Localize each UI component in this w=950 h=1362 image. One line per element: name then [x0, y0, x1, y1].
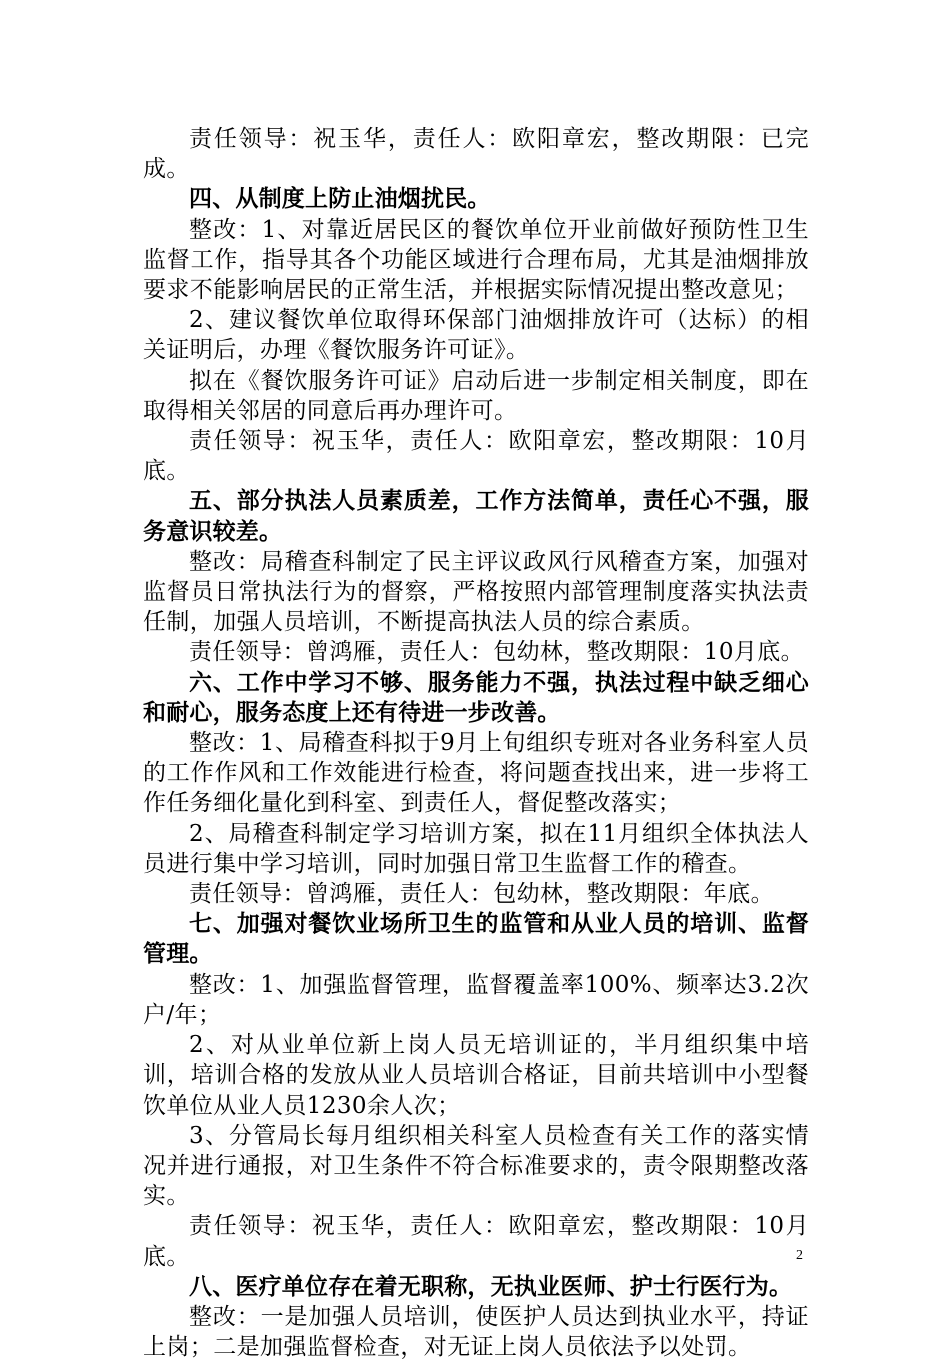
paragraph-responsibility-4: 责任领导：祝玉华，责任人：欧阳章宏，整改期限：10月底。 — [143, 428, 809, 485]
heading-section-6: 六、工作中学习不够、服务能力不强，执法过程中缺乏细心和耐心，服务态度上还有待进一步改善。 — [143, 668, 809, 726]
paragraph-responsibility-7: 责任领导：祝玉华，责任人：欧阳章宏，整改期限：10月底。 — [143, 1213, 809, 1270]
heading-section-7: 七、加强对餐饮业场所卫生的监管和从业人员的培训、监督管理。 — [143, 910, 809, 968]
paragraph-responsibility-6: 责任领导：曾鸿雁，责任人：包幼林，整改期限：年底。 — [189, 881, 774, 908]
paragraph-rectification-7-3: 3、分管局长每月组织相关科室人员检查有关工作的落实情况并进行通报，对卫生条件不符合标准要求的，责令限期整改落实。 — [143, 1122, 809, 1210]
page-number: 2 — [796, 1248, 803, 1263]
paragraph-rectification-7-2: 2、对从业单位新上岗人员无培训证的，半月组织集中培训，培训合格的发放从业人员培训合格证，目前共培训中小型餐饮单位从业人员1230余人次； — [143, 1032, 809, 1119]
document-body — [143, 124, 809, 1362]
heading-section-5: 五、部分执法人员素质差，工作方法简单，责任心不强，服务意识较差。 — [143, 487, 809, 545]
paragraph-rectification-4-2: 2、建议餐饮单位取得环保部门油烟排放许可（达标）的相关证明后，办理《餐饮服务许可证》。 — [143, 307, 809, 364]
paragraph-rectification-6-1: 整改：1、局稽查科拟于9月上旬组织专班对各业务科室人员的工作作风和工作效能进行检查，将问题查找出来，进一步将工作任务细化量化到科室、到责任人，督促整改落实； — [143, 730, 809, 817]
paragraph-plan-4: 拟在《餐饮服务许可证》启动后进一步制定相关制度，即在取得相关邻居的同意后再办理许可。 — [143, 367, 809, 424]
paragraph-rectification-8: 整改：一是加强人员培训，使医护人员达到执业水平，持证上岗；二是加强监督检查，对无证上岗人员依法予以处罚。 — [143, 1303, 809, 1361]
paragraph-rectification-4-1: 整改：1、对靠近居民区的餐饮单位开业前做好预防性卫生监督工作，指导其各个功能区域进行合理布局，尤其是油烟排放要求不能影响居民的正常生活，并根据实际情况提出整改意见； — [143, 216, 809, 304]
heading-section-4: 四、从制度上防止油烟扰民。 — [189, 185, 491, 213]
paragraph-rectification-6-2: 2、局稽查科制定学习培训方案，拟在11月组织全体执法人员进行集中学习培训，同时加强日常卫生监督工作的稽查。 — [143, 820, 809, 877]
heading-section-8: 八、医疗单位存在着无职称，无执业医师、护士行医行为。 — [189, 1272, 793, 1300]
paragraph-responsibility-5: 责任领导：曾鸿雁，责任人：包幼林，整改期限：10月底。 — [189, 639, 805, 666]
paragraph-1-responsibility: 责任领导：祝玉华，责任人：欧阳章宏，整改期限：已完成。 — [143, 126, 809, 183]
paragraph-rectification-5: 整改：局稽查科制定了民主评议政风行风稽查方案，加强对监督员日常执法行为的督察，严格按照内部管理制度落实执法责任制，加强人员培训，不断提高执法人员的综合素质。 — [143, 548, 809, 636]
paragraph-rectification-7-1: 整改：1、加强监督管理，监督覆盖率100%、频率达3.2次户/年； — [143, 971, 809, 1028]
